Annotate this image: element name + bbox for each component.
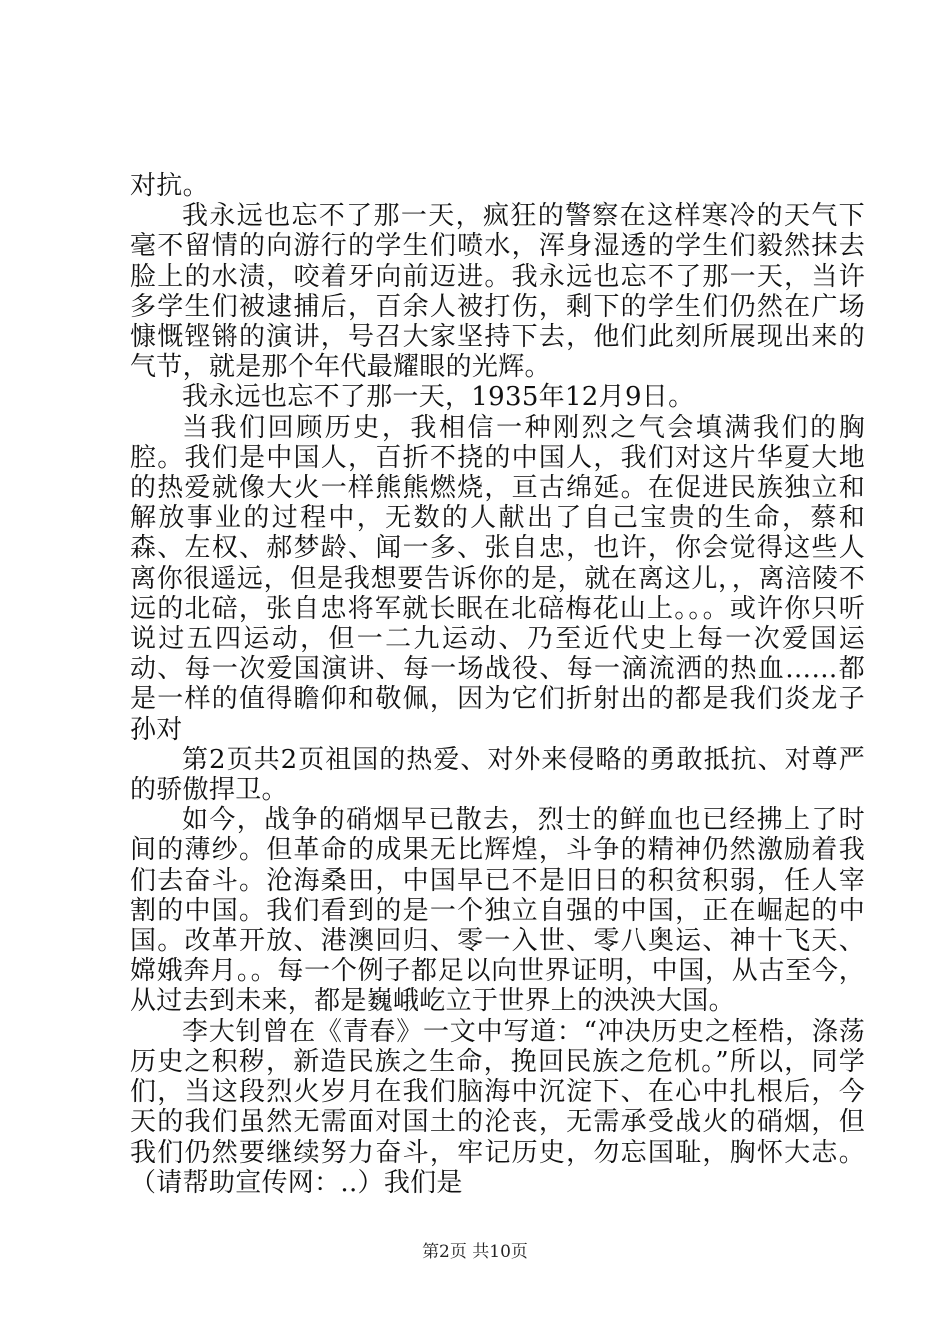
paragraph: 我永远也忘不了那一天，疯狂的警察在这样寒冷的天气下毫不留情的向游行的学生们喷水，浑身湿透的学生们毅然抹去脸上的水渍，咬着牙向前迈进。我永远也忘不了那一天，当许多学生们被逮捕后，百余人被打伤，剩下的学生们仍然在广场慷慨铿锵的演讲，号召大家坚持下去，他们此刻所展现出来的气节，就是那个年代最耀眼的光辉。 xyxy=(130,201,865,383)
page-number-label: 第2页 共10页 xyxy=(422,1242,528,1262)
paragraph: 我永远也忘不了那一天，1935年12月9日。 xyxy=(182,382,695,413)
paragraph: 李大钊曾在《青春》一文中写道：“冲决历史之桎梏，涤荡历史之积秽，新造民族之生命，挽回民族之危机。”所以，同学们，当这段烈火岁月在我们脑海中沉淀下、在心中扎根后，今天的我们虽然无需面对国土的沦丧，无需承受战火的硝烟，但我们仍然要继续努力奋斗，牢记历史，勿忘国耻，胸怀大志。（请帮助宣传网：..）我们是 xyxy=(130,1016,865,1198)
paragraph: 对抗。 xyxy=(130,171,209,201)
page-footer xyxy=(0,1242,950,1262)
paragraph: 当我们回顾历史，我相信一种刚烈之气会填满我们的胸腔。我们是中国人，百折不挠的中国人，我们对这片华夏大地的热爱就像大火一样熊熊燃烧，亘古绵延。在促进民族独立和解放事业的过程中，无数的人献出了自己宝贵的生命，蔡和森、左权、郝梦龄、闻一多、张自忠，也许，你会觉得这些人离你很遥远，但是我想要告诉你的是，就在离这儿，，离涪陵不远的北碚，张自忠将军就长眠在北碚梅花山上。。。或许你只听说过五四运动，但一二九运动、乃至近代史上每一次爱国运动、每一次爱国演讲、每一场战役、每一滴流洒的热血……都是一样的值得瞻仰和敬佩，因为它们折射出的都是我们炎龙子孙对 xyxy=(130,412,865,745)
body-text xyxy=(130,171,865,1198)
paragraph: 如今，战争的硝烟早已散去，烈士的鲜血也已经拂上了时间的薄纱。但革命的成果无比辉煌，斗争的精神仍然激励着我们去奋斗。沧海桑田，中国早已不是旧日的积贫积弱，任人宰割的中国。我们看到的是一个独立自强的中国，正在崛起的中国。改革开放、港澳回归、零一入世、零八奥运、神十飞天、嫦娥奔月。。每一个例子都足以向世界证明，中国，从古至今，从过去到未来，都是巍峨屹立于世界上的泱泱大国。 xyxy=(130,805,865,1017)
paragraph: 第2页共2页祖国的热爱、对外来侵略的勇敢抵抗、对尊严的骄傲捍卫。 xyxy=(130,744,865,806)
